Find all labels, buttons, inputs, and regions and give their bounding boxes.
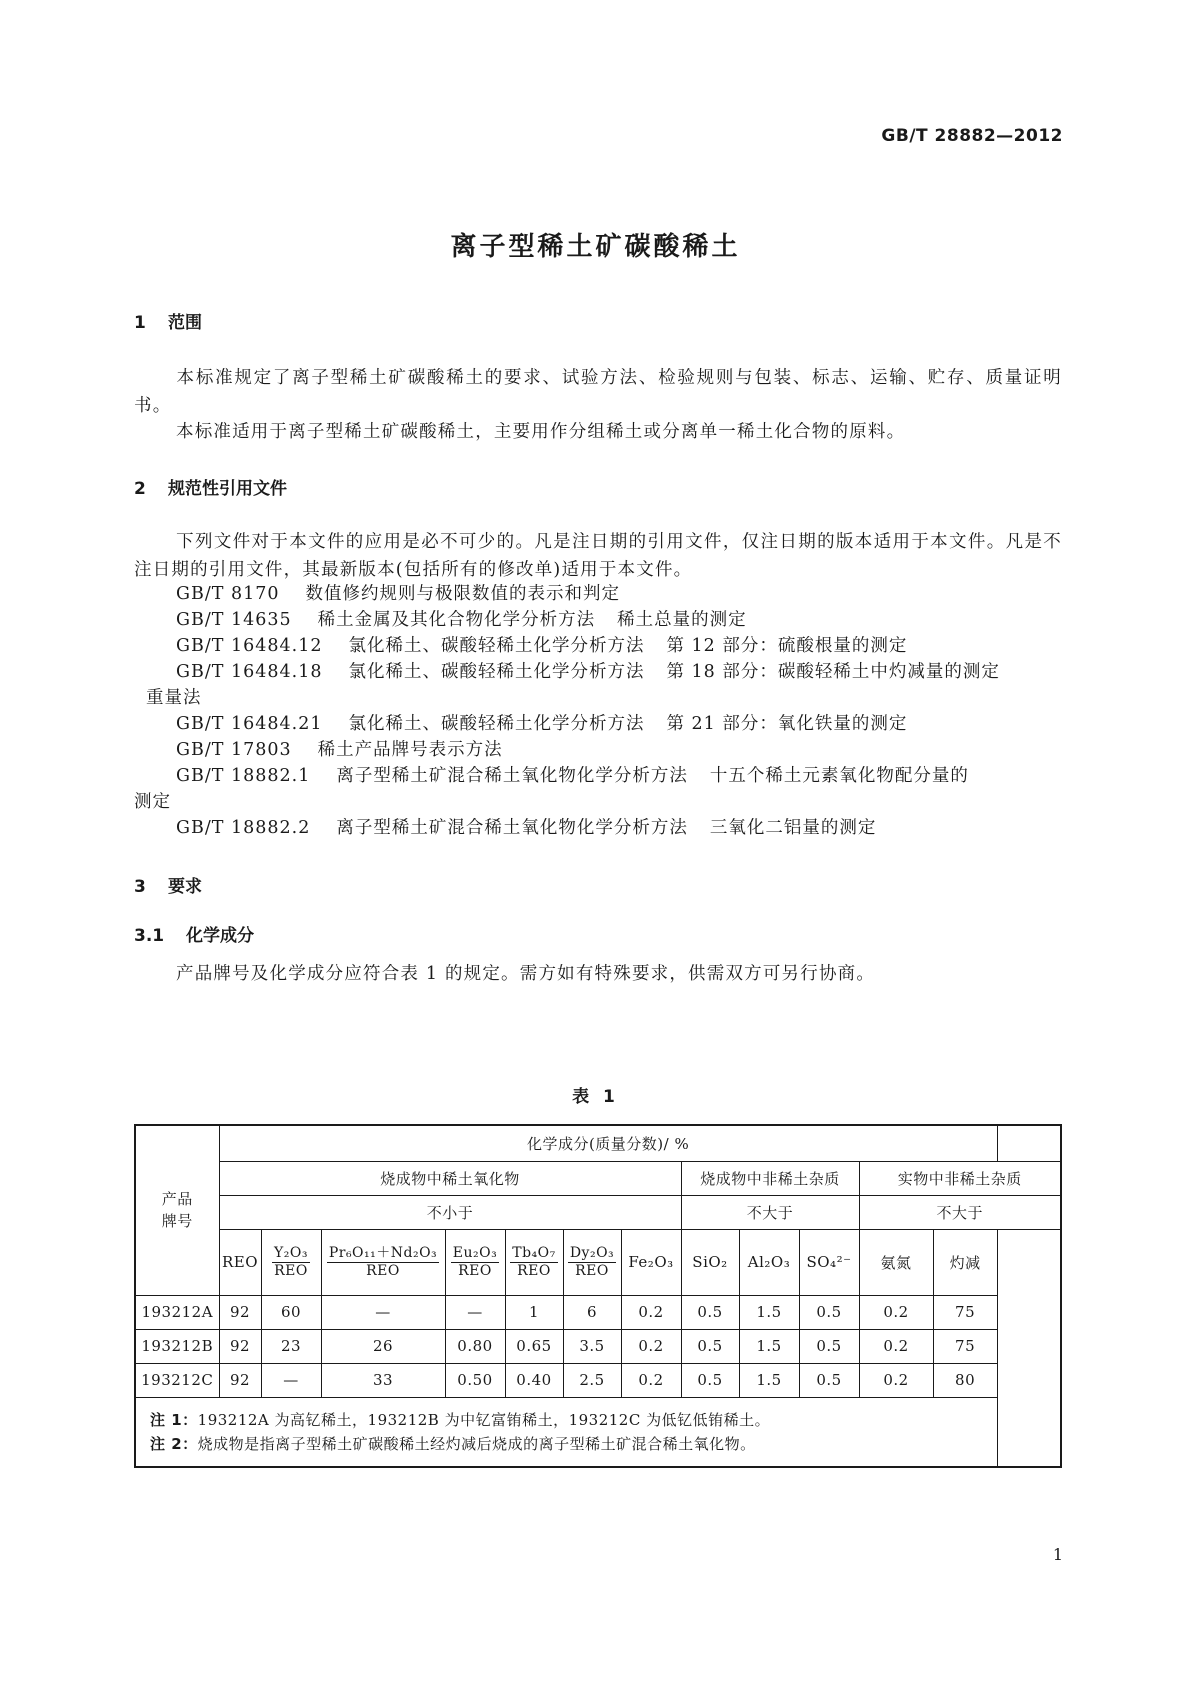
table-cell: 26 <box>321 1329 445 1363</box>
table-cell: — <box>445 1295 505 1329</box>
column-header-impurity: Al₂O₃ <box>739 1229 799 1295</box>
reference-title: 氯化稀土、碳酸轻稀土化学分析方法 <box>348 662 645 682</box>
table-cell: 0.2 <box>859 1329 933 1363</box>
column-header-impurity: 氨氮 <box>859 1229 933 1295</box>
paragraph-text: 产品牌号及化学成分应符合表 1 的规定。需方如有特殊要求，供需双方可另行协商。 <box>176 964 876 984</box>
reference-item <box>176 632 1062 660</box>
section-2-paragraph-1 <box>134 528 1062 584</box>
column-header-impurity: SO₄²⁻ <box>799 1229 859 1295</box>
ratio-denominator: REO <box>366 1262 400 1279</box>
reference-code: GB/T 18882.1 <box>176 766 311 786</box>
section-1-paragraph-1 <box>134 364 1062 420</box>
table-cell: 0.5 <box>681 1363 739 1397</box>
table-row <box>135 1363 1061 1397</box>
table-cell: 60 <box>261 1295 321 1329</box>
section-2-heading <box>134 474 287 499</box>
reference-code: GB/T 18882.2 <box>176 818 311 838</box>
reference-title: 氯化稀土、碳酸轻稀土化学分析方法 <box>348 636 645 656</box>
table-cell: 0.5 <box>799 1295 859 1329</box>
reference-item <box>176 710 1062 738</box>
table-cell: 6 <box>563 1295 621 1329</box>
table-cell: 1 <box>505 1295 563 1329</box>
table-note <box>150 1408 983 1432</box>
section-3-heading <box>134 872 202 897</box>
note-text: 193212A 为高钇稀土，193212B 为中钇富铕稀土，193212C 为低钇低铕稀土。 <box>197 1410 771 1429</box>
table-caption: 表 1 <box>572 1087 619 1107</box>
reference-code: GB/T 16484.21 <box>176 714 323 734</box>
reference-item <box>176 658 1062 686</box>
reference-title: 稀土产品牌号表示方法 <box>317 740 503 760</box>
section-3-1-paragraph-1 <box>134 960 1062 988</box>
header-not-more-than: 不大于 <box>859 1195 1061 1229</box>
table-cell: 0.50 <box>445 1363 505 1397</box>
table-cell: — <box>261 1363 321 1397</box>
paragraph-text: 本标准规定了离子型稀土矿碳酸稀土的要求、试验方法、检验规则与包装、标志、运输、贮存、质量证明书。 <box>134 368 1062 416</box>
table-cell: 2.5 <box>563 1363 621 1397</box>
reference-title: 稀土金属及其化合物化学分析方法 <box>317 610 596 630</box>
table-cell: 0.2 <box>859 1295 933 1329</box>
table-cell: 80 <box>933 1363 997 1397</box>
header-chemical-composition: 化学成分(质量分数)/ % <box>219 1125 997 1161</box>
column-header-ratio <box>261 1229 321 1295</box>
reference-title: 氯化稀土、碳酸轻稀土化学分析方法 <box>348 714 645 734</box>
table-row <box>135 1295 1061 1329</box>
product-grade-cell: 193212B <box>135 1329 219 1363</box>
table-cell: 1.5 <box>739 1295 799 1329</box>
page-number: 1 <box>1052 1545 1063 1564</box>
ratio-numerator: Tb₄O₇ <box>512 1244 556 1261</box>
table-cell: 0.40 <box>505 1363 563 1397</box>
table-cell: 0.5 <box>799 1329 859 1363</box>
ratio-numerator: Y₂O₃ <box>274 1244 308 1261</box>
table-cell: 0.2 <box>621 1295 681 1329</box>
reference-code: GB/T 16484.18 <box>176 662 323 682</box>
header-group-fired-impurities: 烧成物中非稀土杂质 <box>681 1161 859 1195</box>
reference-item <box>176 736 1062 764</box>
section-number: 3.1 <box>134 926 165 946</box>
section-number: 3 <box>134 877 146 897</box>
note-label: 注 2： <box>150 1434 198 1453</box>
paragraph-text: 下列文件对于本文件的应用是必不可少的。凡是注日期的引用文件，仅注日期的版本适用于本文件。凡是不注日期的引用文件，其最新版本(包括所有的修改单)适用于本文件。 <box>134 532 1062 580</box>
header-not-less-than: 不小于 <box>219 1195 681 1229</box>
reference-continuation: 测定 <box>134 792 171 812</box>
reference-code: GB/T 17803 <box>176 740 292 760</box>
reference-title: 离子型稀土矿混合稀土氧化物化学分析方法 <box>336 766 688 786</box>
table-cell: 0.5 <box>681 1295 739 1329</box>
table-cell: 92 <box>219 1329 261 1363</box>
table-cell: 3.5 <box>563 1329 621 1363</box>
section-title: 要求 <box>168 877 202 897</box>
table-cell: 0.2 <box>621 1329 681 1363</box>
section-1-heading <box>134 308 202 333</box>
standard-number: GB/T 28882—2012 <box>881 126 1063 146</box>
table-notes <box>135 1397 997 1467</box>
column-header-ratio <box>321 1229 445 1295</box>
reference-code: GB/T 8170 <box>176 584 280 604</box>
table-cell: 0.80 <box>445 1329 505 1363</box>
note-label: 注 1： <box>150 1410 198 1429</box>
section-title: 范围 <box>168 313 202 333</box>
reference-continuation: 重量法 <box>146 688 202 708</box>
column-header-reo: REO <box>219 1229 261 1295</box>
table-cell: 75 <box>933 1329 997 1363</box>
ratio-denominator: REO <box>575 1262 609 1279</box>
header-product-grade: 产品 牌号 <box>135 1125 219 1295</box>
section-number: 2 <box>134 479 146 499</box>
product-grade-cell: 193212C <box>135 1363 219 1397</box>
column-header-ratio <box>563 1229 621 1295</box>
reference-part: 十五个稀土元素氧化物配分量的 <box>709 766 969 786</box>
section-1-paragraph-2 <box>134 418 1062 446</box>
ratio-numerator: Eu₂O₃ <box>452 1244 498 1261</box>
reference-part: 三氧化二铝量的测定 <box>709 818 877 838</box>
table-cell: 0.65 <box>505 1329 563 1363</box>
reference-code: GB/T 14635 <box>176 610 292 630</box>
section-title: 规范性引用文件 <box>168 479 287 499</box>
header-group-material-impurities: 实物中非稀土杂质 <box>859 1161 1061 1195</box>
section-number: 1 <box>134 313 146 333</box>
reference-part: 稀土总量的测定 <box>617 610 747 630</box>
table-cell: 1.5 <box>739 1329 799 1363</box>
column-header-impurity: 灼减 <box>933 1229 997 1295</box>
reference-code: GB/T 16484.12 <box>176 636 323 656</box>
table-cell: 1.5 <box>739 1363 799 1397</box>
table-cell: — <box>321 1295 445 1329</box>
reference-title: 离子型稀土矿混合稀土氧化物化学分析方法 <box>336 818 688 838</box>
table-note <box>150 1432 983 1456</box>
ratio-numerator: Dy₂O₃ <box>569 1244 615 1261</box>
column-header-impurity: Fe₂O₃ <box>621 1229 681 1295</box>
table-row <box>135 1329 1061 1363</box>
ratio-denominator: REO <box>517 1262 551 1279</box>
table-cell: 23 <box>261 1329 321 1363</box>
table-cell: 92 <box>219 1363 261 1397</box>
table-cell: 0.5 <box>799 1363 859 1397</box>
ratio-numerator: Pr₆O₁₁＋Nd₂O₃ <box>328 1244 438 1261</box>
ratio-denominator: REO <box>458 1262 492 1279</box>
header-not-more-than: 不大于 <box>681 1195 859 1229</box>
reference-part: 第 21 部分：氧化铁量的测定 <box>666 714 908 734</box>
reference-title: 数值修约规则与极限数值的表示和判定 <box>305 584 621 604</box>
reference-item <box>176 606 1062 634</box>
reference-item <box>176 580 1062 608</box>
table-cell: 92 <box>219 1295 261 1329</box>
table-cell: 33 <box>321 1363 445 1397</box>
paragraph-text: 本标准适用于离子型稀土矿碳酸稀土，主要用作分组稀土或分离单一稀土化合物的原料。 <box>176 422 906 442</box>
section-3-1-heading <box>134 921 254 946</box>
reference-part: 第 18 部分：碳酸轻稀土中灼减量的测定 <box>666 662 1000 682</box>
reference-item <box>176 814 1062 842</box>
column-header-ratio <box>445 1229 505 1295</box>
note-text: 烧成物是指离子型稀土矿碳酸稀土经灼减后烧成的离子型稀土矿混合稀土氧化物。 <box>197 1434 756 1453</box>
reference-part: 第 12 部分：硫酸根量的测定 <box>666 636 908 656</box>
column-header-impurity: SiO₂ <box>681 1229 739 1295</box>
document-title: 离子型稀土矿碳酸稀土 <box>450 232 741 262</box>
reference-item <box>176 762 1062 790</box>
column-header-ratio <box>505 1229 563 1295</box>
chemical-composition-table <box>134 1124 1062 1468</box>
table-cell: 0.2 <box>859 1363 933 1397</box>
section-title: 化学成分 <box>186 926 254 946</box>
product-grade-cell: 193212A <box>135 1295 219 1329</box>
table-cell: 75 <box>933 1295 997 1329</box>
header-group-rare-earth-oxides: 烧成物中稀土氧化物 <box>219 1161 681 1195</box>
table-cell: 0.5 <box>681 1329 739 1363</box>
table-cell: 0.2 <box>621 1363 681 1397</box>
ratio-denominator: REO <box>274 1262 308 1279</box>
